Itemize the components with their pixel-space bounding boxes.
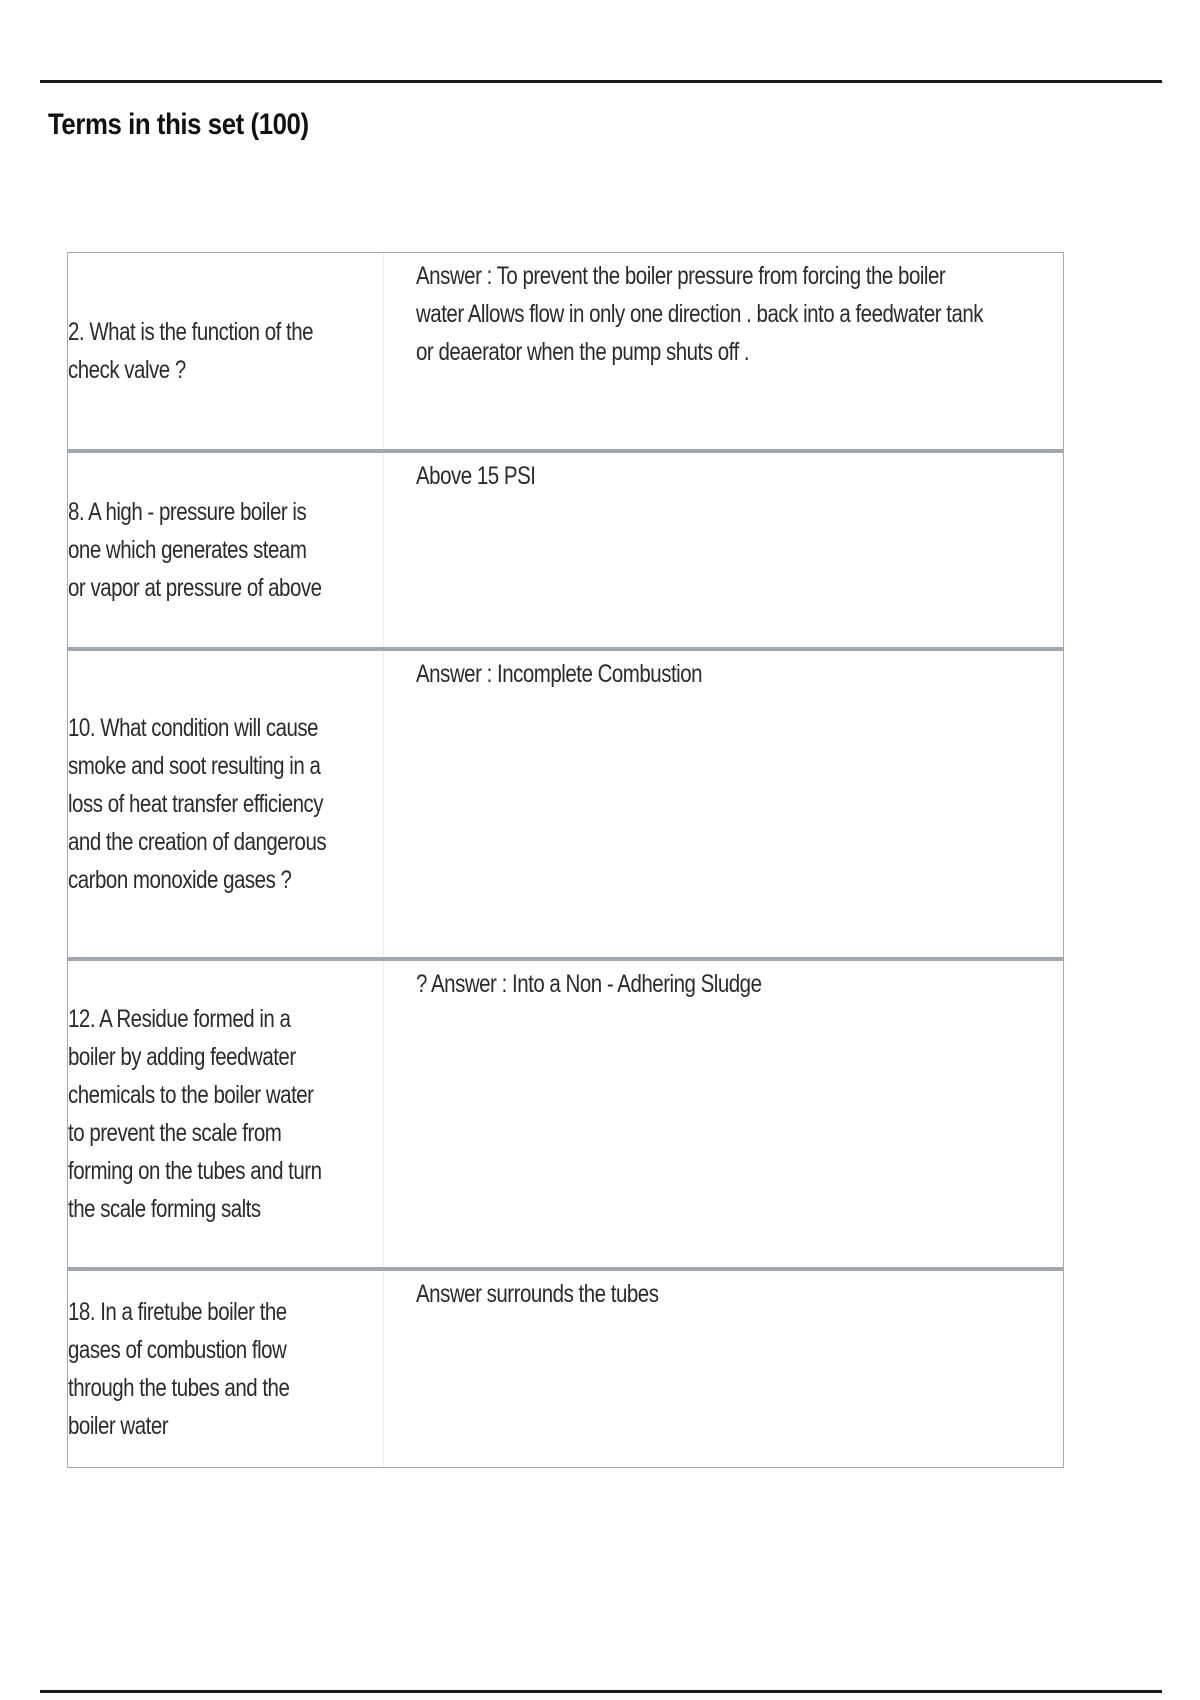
definition-text: Answer : Incomplete Combustion [416,660,703,688]
term-row [68,961,1063,1271]
definition-text: Answer surrounds the tubes [416,1280,659,1308]
definition-text: ? Answer : Into a Non - Adhering Sludge [416,970,762,998]
term-row [68,253,1063,453]
term-text: 2. What is the function of the check valve ? [68,318,314,384]
definition-text: Above 15 PSI [416,462,536,490]
term-row [68,651,1063,961]
term-text: 12. A Residue formed in a boiler by adding feedwater chemicals to the boiler water to prevent the scale from forming on the tubes and turn the scale forming salts [68,1005,322,1223]
definition-text: Answer : To prevent the boiler pressure from forcing the boiler water Allows flow in only one direction . back into a feedwater tank or deaerator when the pump shuts off . [416,262,984,366]
term-cell [68,1271,384,1467]
term-text: 8. A high - pressure boiler is one which generates steam or vapor at pressure of above [68,498,322,602]
top-divider [40,80,1162,83]
definition-cell [384,253,1136,449]
term-cell [68,453,384,647]
term-row [68,1271,1063,1467]
definition-cell [384,1271,1136,1467]
definition-cell [384,651,1136,957]
set-heading: Terms in this set (100) [48,108,309,141]
term-cell [68,253,384,449]
definition-cell [384,453,1136,647]
term-text: 10. What condition will cause smoke and soot resulting in a loss of heat transfer efficiency and the creation of dangerous carbon monoxide gases ? [68,714,327,894]
term-text: 18. In a firetube boiler the gases of combustion flow through the tubes and the boiler water [68,1298,290,1440]
terms-table [67,252,1064,1468]
term-row [68,453,1063,651]
definition-cell [384,961,1136,1267]
bottom-divider [40,1690,1162,1693]
term-cell [68,961,384,1267]
term-cell [68,651,384,957]
